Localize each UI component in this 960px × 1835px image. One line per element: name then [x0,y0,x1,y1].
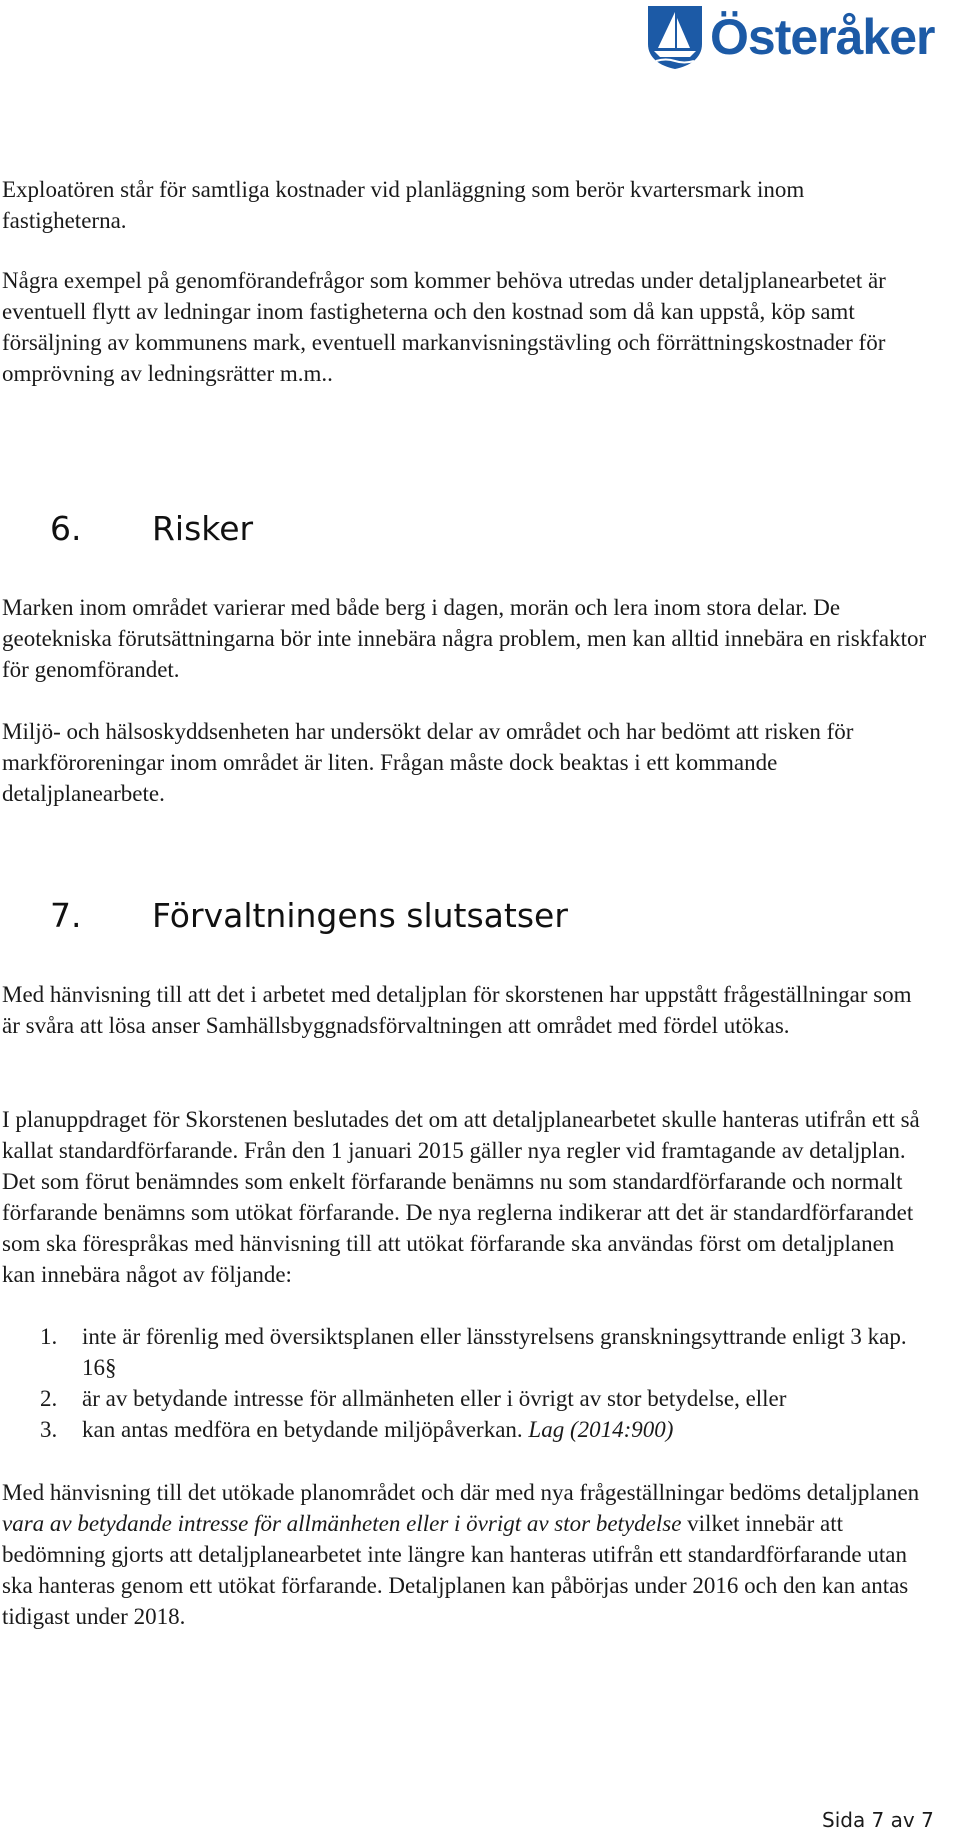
section-6-heading [50,509,253,549]
section-7-paragraph-3 [2,1477,932,1632]
list-item [40,1321,930,1383]
page-number: Sida 7 av 7 [822,1808,934,1832]
section-number: 6. [50,509,82,548]
section-7-heading [50,896,568,936]
section-title: Risker [152,509,254,548]
list-item-number: 2. [40,1386,58,1411]
law-reference: Lag (2014:900) [528,1417,674,1442]
list-item [40,1414,930,1445]
logo-text: Österåker [710,9,935,65]
paragraph-text-start: Med hänvisning till det utökade planområdet och där med nya frågeställningar bedöms detaljplanen [2,1480,920,1505]
paragraph-italic-quote: vara av betydande intresse för allmänheten eller i övrigt av stor betydelse [2,1511,682,1536]
paragraph-text-end: vilket innebär att bedömning gjorts att detaljplanearbetet inte längre kan hanteras utifrån ett standardförfarande utan ska hanteras genom ett utökat förfarande. Detaljplanen kan påbörjas under 2016 och den kan antas tidigast under 2018. [2,1511,909,1629]
list-item-text: är av betydande intresse för allmänheten eller i övrigt av stor betydelse, eller [82,1386,787,1411]
section-7-paragraph-1: Med hänvisning till att det i arbetet med detaljplan för skorstenen har uppstått frågeställningar som är svåra att lösa anser Samhällsbyggnadsförvaltningen att området med fördel utökas. [2,982,912,1038]
list-item-number: 1. [40,1324,58,1349]
list-item-text-container [82,1414,930,1445]
list-item-text: inte är förenlig med översiktsplanen eller länsstyrelsens granskningsyttrande enligt 3 kap. 16§ [82,1324,907,1380]
list-item-text: kan antas medföra en betydande miljöpåverkan. [82,1417,523,1442]
list-item-number: 3. [40,1417,58,1442]
criteria-list [40,1321,930,1445]
section-6-paragraph-1: Marken inom området varierar med både berg i dagen, morän och lera inom stora delar. De geotekniska förutsättningarna bör inte innebära några problem, men kan alltid innebära en riskfaktor för genomförandet. [2,595,927,682]
section-6-paragraph-2: Miljö- och hälsoskyddsenheten har undersökt delar av området och har bedömt att risken för markföroreningar inom området är liten. Frågan måste dock beaktas i ett kommande detaljplanearbete. [2,719,854,806]
intro-paragraph-2: Några exempel på genomförandefrågor som kommer behöva utredas under detaljplanearbetet är eventuell flytt av ledningar inom fastigheterna och den kostnad som då kan uppstå, köp samt försäljning av kommunens mark, eventuell markanvisningstävling och förrättningskostnader för omprövning av ledningsrätter m.m.. [2,268,886,386]
section-title: Förvaltningens slutsatser [152,896,568,935]
intro-paragraph-1: Exploatören står för samtliga kostnader vid planläggning som berör kvartersmark inom fastigheterna. [2,177,805,233]
municipality-logo [646,4,935,70]
sailboat-shield-icon [646,4,704,70]
section-number: 7. [50,896,82,935]
section-7-paragraph-2: I planuppdraget för Skorstenen beslutades det om att detaljplanearbetet skulle hanteras utifrån ett så kallat standardförfarande. Från den 1 januari 2015 gäller nya regler vid framtagande av detaljplan. Det som förut benämndes som enkelt förfarande benämns nu som standardförfarande och normalt förfarande benämns som utökat förfarande. De nya reglerna indikerar att det är standardförfarandet som ska förespråkas med hänvisning till att utökat förfarande ska användas först om detaljplanen kan innebära något av följande: [2,1107,920,1287]
list-item [40,1383,930,1414]
